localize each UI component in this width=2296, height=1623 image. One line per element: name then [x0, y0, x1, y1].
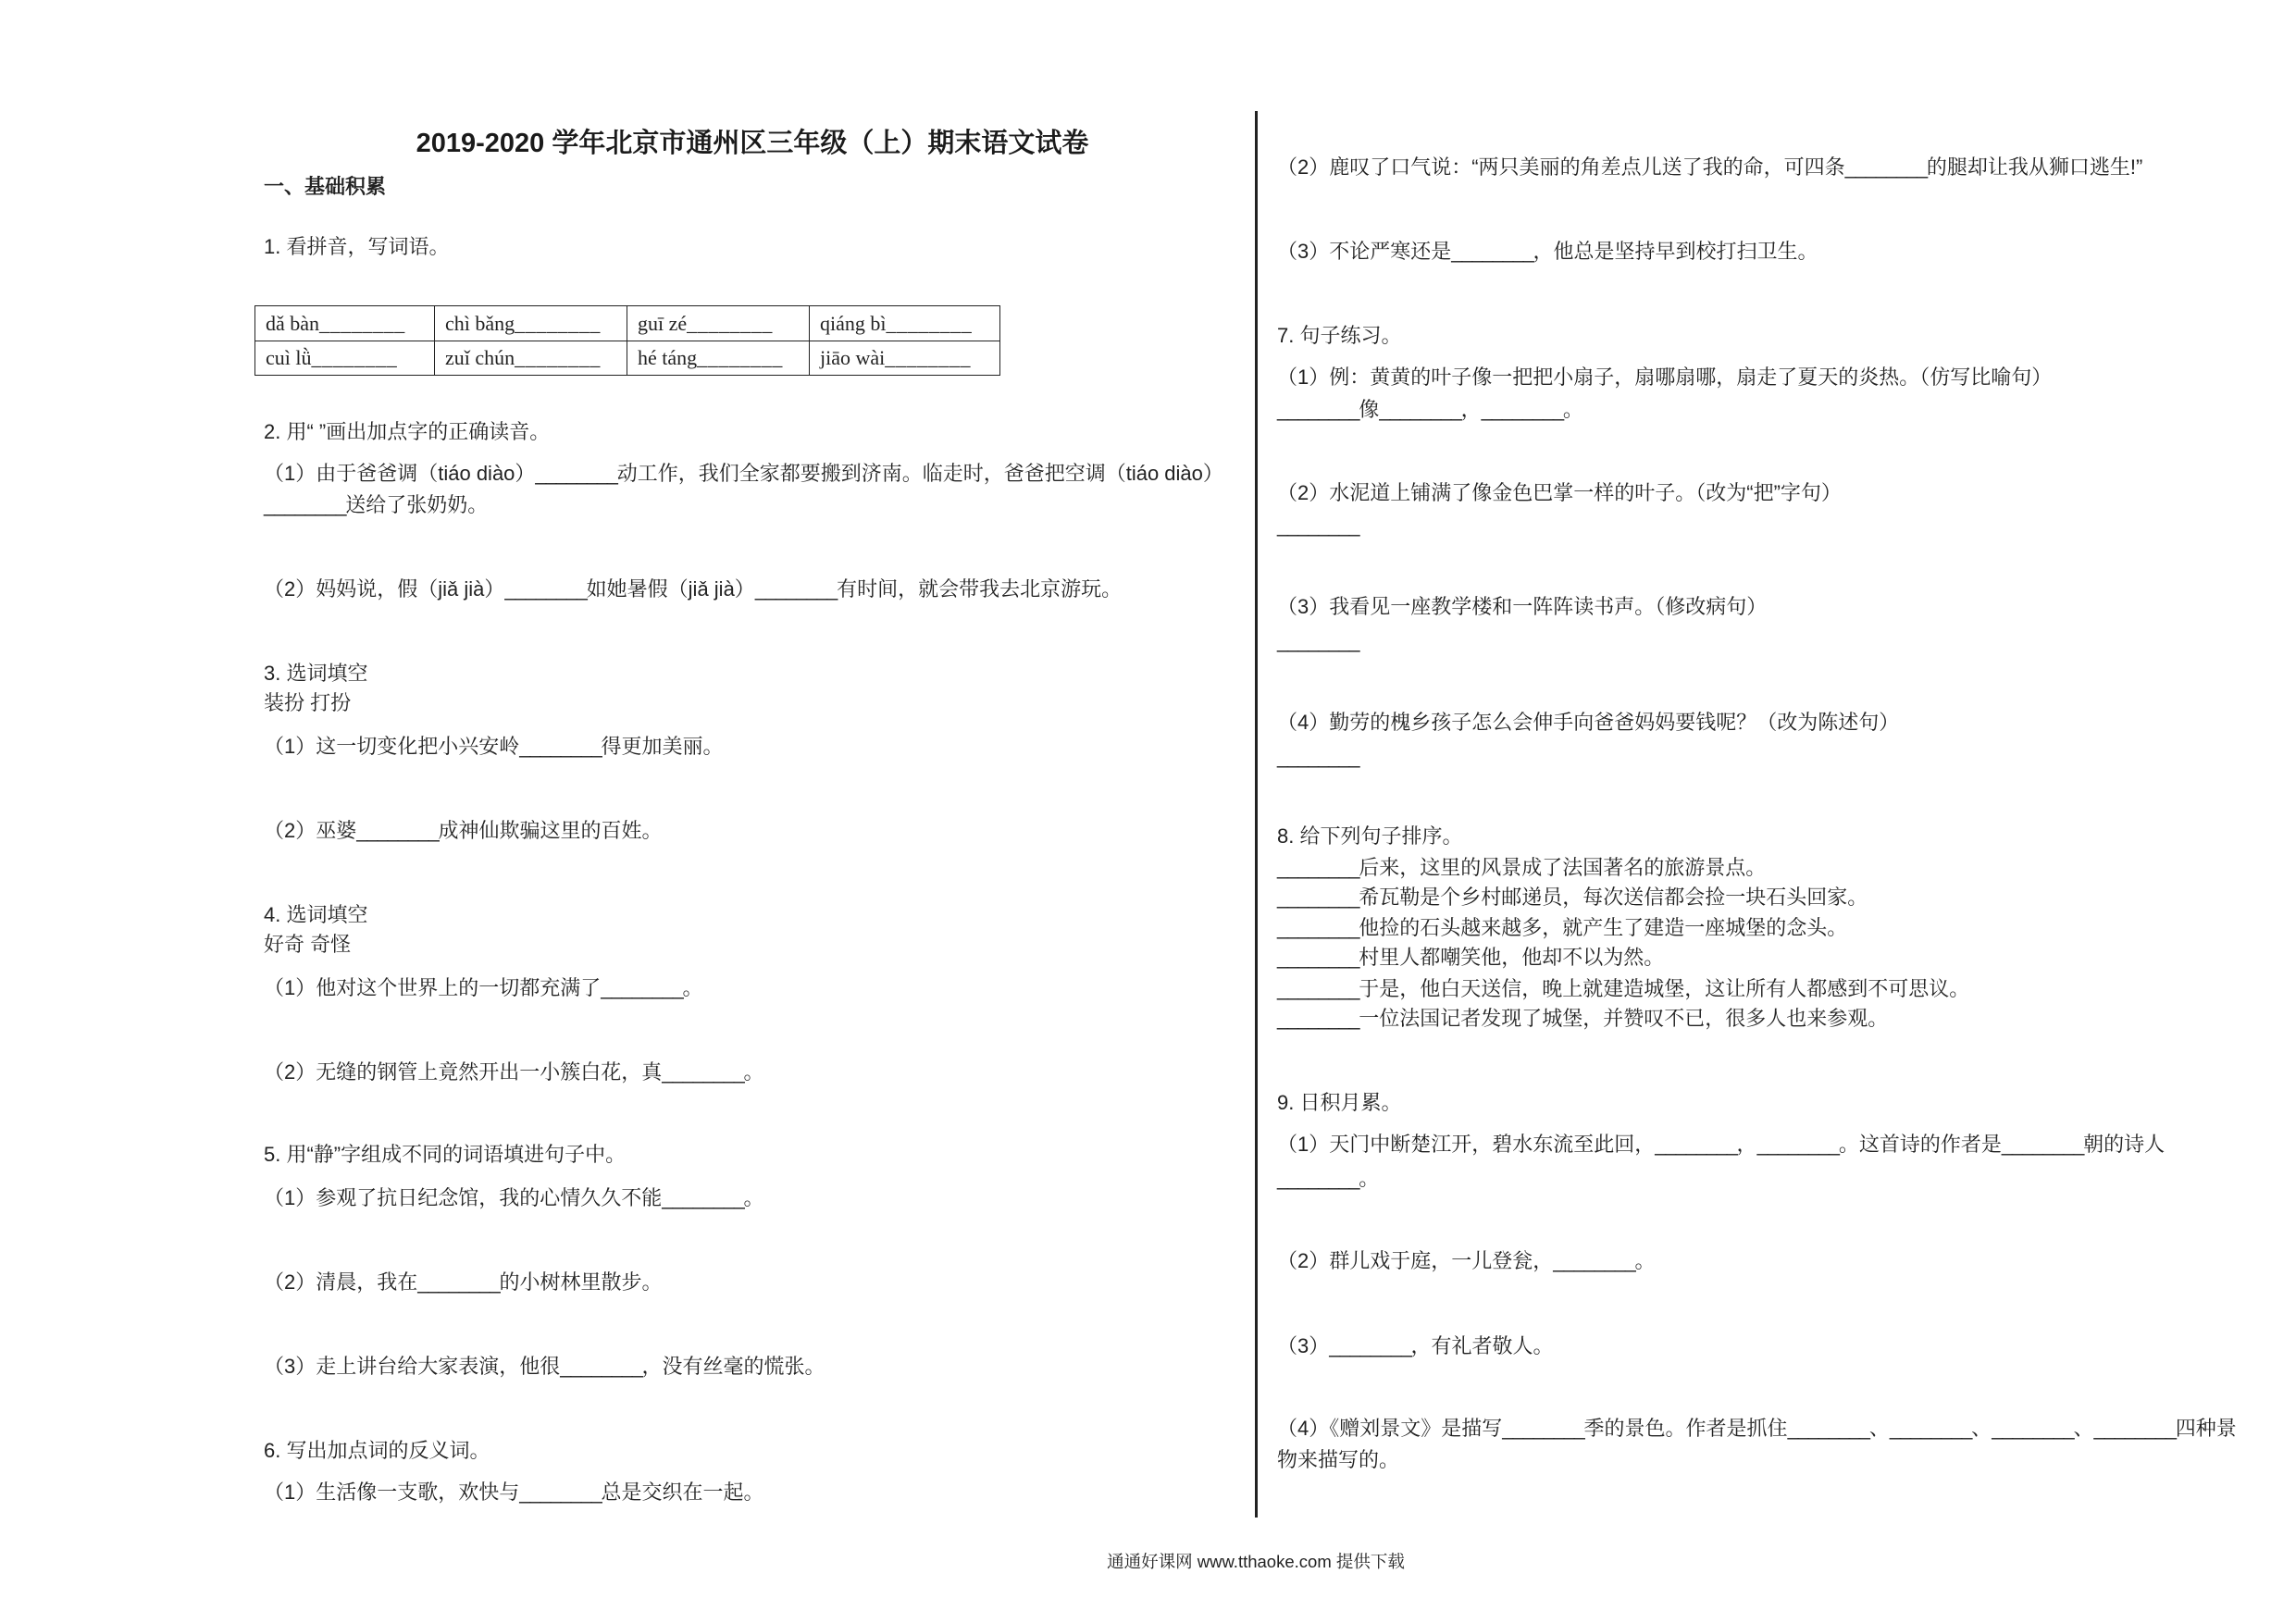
question-4-item-1: （1）他对这个世界上的一切都充满了________。 — [264, 976, 703, 999]
answer-blank: ________ — [1756, 1133, 1839, 1156]
pinyin-table-row — [255, 341, 1000, 376]
question-9-item-4-line-2: 物来描写的。 — [1277, 1448, 1400, 1471]
answer-blank: ________ — [417, 1270, 500, 1294]
question-2-item-1-line-1: （1）由于爸爸调（tiáo diào）________动工作，我们全家都要搬到济南。临走时，爸爸把空调（tiáo diào） — [264, 462, 1223, 485]
question-7-item-1-answer-line: ________像________，________。 — [1277, 398, 1583, 421]
answer-blank: ________ — [601, 976, 683, 999]
question-3-item-1: （1）这一切变化把小兴安岭________得更加美丽。 — [264, 735, 724, 758]
question-9-item-3: （3）________，有礼者敬人。 — [1277, 1334, 1554, 1357]
question-6-item-2: （2）鹿叹了口气说：“两只美丽的角差点儿送了我的命，可四条________的腿却让我从狮口逃生!” — [1277, 155, 2143, 179]
answer-blank: ________ — [1787, 1417, 1869, 1440]
question-7-item-3: （3）我看见一座教学楼和一阵阵读书声。（修改病句） — [1277, 595, 1768, 618]
question-7-item-4-answer-line — [1277, 744, 2272, 770]
answer-blank: ________ — [1553, 1249, 1635, 1272]
question-7-item-4: （4）勤劳的槐乡孩子怎么会伸手向爸爸妈妈要钱呢？（改为陈述句） — [1277, 711, 1900, 734]
question-3-word-choices: 装扮 打扮 — [264, 691, 352, 714]
answer-blank: ________ — [1277, 977, 1359, 1000]
question-4-prompt: 4. 选词填空 — [264, 903, 368, 926]
answer-blank: ________ — [1844, 155, 1927, 179]
answer-blank: ________ — [311, 346, 398, 369]
question-7-item-1: （1）例：黄黄的叶子像一把把小扇子，扇哪扇哪，扇走了夏天的炎热。（仿写比喻句） — [1277, 365, 2053, 389]
pinyin-cell: dǎ bàn________ — [255, 306, 435, 341]
sentence-order-item: ________一位法国记者发现了城堡，并赞叹不已，很多人也来参观。 — [1277, 1007, 1889, 1030]
answer-blank: ________ — [264, 493, 346, 516]
answer-blank: ________ — [697, 346, 783, 369]
answer-blank: ________ — [519, 735, 602, 758]
footer-credit: 通通好课网 www.tthaoke.com 提供下载 — [1107, 1552, 1405, 1571]
answer-blank: ________ — [662, 1060, 744, 1084]
answer-blank: ________ — [687, 311, 773, 335]
question-6-prompt: 6. 写出加点词的反义词。 — [264, 1439, 490, 1462]
question-5-item-2: （2）清晨，我在________的小树林里散步。 — [264, 1270, 663, 1294]
question-5-item-1: （1）参观了抗日纪念馆，我的心情久久不能________。 — [264, 1186, 764, 1209]
answer-blank: ________ — [1379, 398, 1461, 421]
sentence-order-item: ________他捡的石头越来越多，就产生了建造一座城堡的念头。 — [1277, 916, 1848, 939]
column-divider — [1255, 111, 1258, 1518]
question-9-item-4-line-1: （4）《赠刘景文》是描写________季的景色。作者是抓住________、________、________、________四种景 — [1277, 1417, 2237, 1440]
sentence-order-item: ________希瓦勒是个乡村邮递员，每次送信都会捡一块石头回家。 — [1277, 886, 1868, 909]
sentence-order-item: ________村里人都嘲笑他，他却不以为然。 — [1277, 946, 1665, 969]
answer-blank: ________ — [515, 346, 601, 369]
question-7-prompt: 7. 句子练习。 — [1277, 324, 1402, 347]
pinyin-cell: hé táng________ — [627, 341, 810, 376]
question-1-prompt: 1. 看拼音，写词语。 — [264, 235, 450, 258]
pinyin-table-row — [255, 306, 1000, 341]
answer-blank: ________ — [1277, 946, 1359, 969]
pinyin-cell: zuǐ chún________ — [435, 341, 627, 376]
question-5-item-3: （3）走上讲台给大家表演，他很________，没有丝毫的慌张。 — [264, 1355, 825, 1378]
question-7-item-3-answer-line — [1277, 628, 2272, 654]
answer-blank: ________ — [1277, 629, 1359, 652]
pinyin-cell: chì bǎng________ — [435, 306, 627, 341]
answer-blank: ________ — [1277, 886, 1359, 909]
answer-blank: ________ — [504, 577, 587, 601]
question-7-item-2-answer-line — [1277, 513, 2272, 539]
answer-blank: ________ — [519, 1481, 602, 1504]
question-9-item-1-line-1: （1）天门中断楚江开，碧水东流至此回，________，________。这首诗的作者是________朝的诗人 — [1277, 1133, 2166, 1156]
question-9-item-1-line-2: ________。 — [1277, 1167, 1380, 1190]
question-4-item-2: （2）无缝的钢管上竟然开出一小簇白花，真________。 — [264, 1060, 764, 1084]
answer-blank: ________ — [754, 577, 838, 601]
answer-blank: ________ — [535, 462, 617, 485]
question-3-prompt: 3. 选词填空 — [264, 662, 368, 685]
answer-blank: ________ — [885, 346, 972, 369]
answer-blank: ________ — [1277, 1007, 1359, 1030]
answer-blank: ________ — [1277, 856, 1359, 879]
answer-blank: ________ — [560, 1355, 642, 1378]
answer-blank: ________ — [319, 311, 405, 335]
exam-title: 2019-2020 学年北京市通州区三年级（上）期末语文试卷 — [416, 129, 1089, 158]
answer-blank: ________ — [1277, 1167, 1359, 1190]
answer-blank: ________ — [1481, 398, 1563, 421]
answer-blank: ________ — [515, 311, 601, 335]
answer-blank: ________ — [1889, 1417, 1972, 1440]
answer-blank: ________ — [1502, 1417, 1584, 1440]
pinyin-cell: guī zé________ — [627, 306, 810, 341]
question-6-item-3: （3）不论严寒还是________，他总是坚持早到校打扫卫生。 — [1277, 240, 1818, 263]
question-2-item-2: （2）妈妈说，假（jiǎ jià）________如她暑假（jiǎ jià）________有时间，就会带我去北京游玩。 — [264, 577, 1123, 601]
question-9-prompt: 9. 日积月累。 — [1277, 1091, 1402, 1114]
question-8-prompt: 8. 给下列句子排序。 — [1277, 824, 1463, 848]
answer-blank: ________ — [1277, 745, 1359, 768]
question-7-item-2: （2）水泥道上铺满了像金色巴掌一样的叶子。（改为“把”字句） — [1277, 481, 1842, 504]
answer-blank: ________ — [356, 819, 439, 842]
answer-blank: ________ — [662, 1186, 744, 1209]
sentence-order-item: ________于是，他白天送信，晚上就建造城堡，这让所有人都感到不可思议。 — [1277, 977, 1970, 1000]
answer-blank: ________ — [1329, 1334, 1411, 1357]
pinyin-cell: qiáng bì________ — [810, 306, 1000, 341]
answer-blank: ________ — [886, 311, 973, 335]
pinyin-table — [254, 305, 1000, 376]
question-5-prompt: 5. 用“静”字组成不同的词语填进句子中。 — [264, 1143, 627, 1166]
answer-blank: ________ — [1655, 1133, 1737, 1156]
question-9-item-2: （2）群儿戏于庭，一儿登瓮，________。 — [1277, 1249, 1656, 1272]
question-3-item-2: （2）巫婆________成神仙欺骗这里的百姓。 — [264, 819, 663, 842]
answer-blank: ________ — [1277, 398, 1359, 421]
answer-blank: ________ — [2093, 1417, 2176, 1440]
section-heading: 一、基础积累 — [264, 175, 387, 198]
answer-blank: ________ — [1277, 916, 1359, 939]
answer-blank: ________ — [2001, 1133, 2084, 1156]
question-2-prompt: 2. 用“ ”画出加点字的正确读音。 — [264, 420, 551, 443]
answer-blank: ________ — [1992, 1417, 2074, 1440]
question-4-word-choices: 好奇 奇怪 — [264, 933, 352, 956]
question-2-item-1-line-2: ________送给了张奶奶。 — [264, 493, 489, 516]
answer-blank: ________ — [1277, 514, 1359, 537]
question-6-item-1: （1）生活像一支歌，欢快与________总是交织在一起。 — [264, 1481, 764, 1504]
pinyin-cell: cuì lǜ________ — [255, 341, 435, 376]
sentence-order-item: ________后来，这里的风景成了法国著名的旅游景点。 — [1277, 856, 1767, 879]
answer-blank: ________ — [1451, 240, 1533, 263]
pinyin-cell: jiāo wài________ — [810, 341, 1000, 376]
